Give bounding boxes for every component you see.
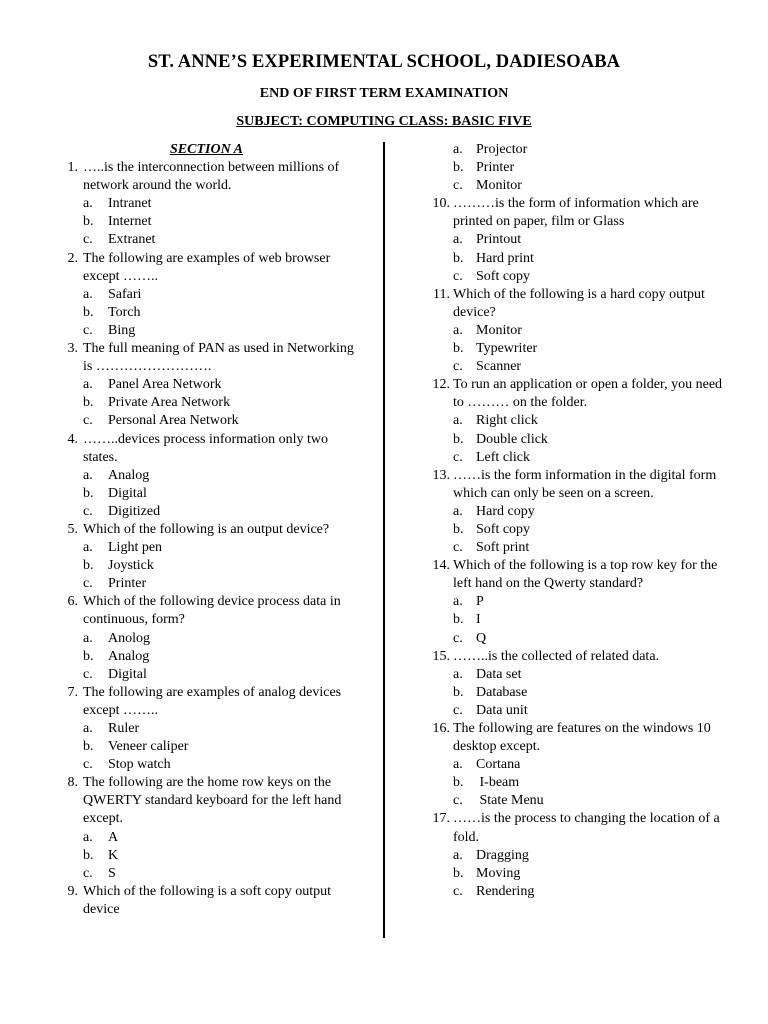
option <box>424 865 730 883</box>
option-text: Q <box>476 630 487 646</box>
option-letter: a. <box>453 666 463 682</box>
question-number: 11. <box>433 286 450 302</box>
option-letter: c. <box>83 576 93 592</box>
option <box>56 865 366 883</box>
option <box>424 358 730 376</box>
option-letter: c. <box>453 178 463 194</box>
option <box>424 431 730 449</box>
question-number: 15. <box>432 648 450 664</box>
question <box>424 720 730 756</box>
option-text: Left click <box>476 449 531 465</box>
option-text: S <box>108 865 116 881</box>
option-text: Soft copy <box>476 521 531 537</box>
option-text: I <box>476 612 481 628</box>
option-text: Data set <box>476 666 522 682</box>
option-text: Ruler <box>108 721 140 736</box>
question <box>56 159 366 195</box>
option-text: Digitized <box>108 503 161 519</box>
option <box>424 774 730 792</box>
question <box>56 521 366 539</box>
question <box>56 250 366 286</box>
option-letter: b. <box>83 739 94 755</box>
option-text: Extranet <box>108 232 156 248</box>
option <box>424 159 730 177</box>
option-letter: a. <box>453 413 463 429</box>
option <box>56 195 366 213</box>
question-text: Which of the following is an output device? <box>83 521 330 537</box>
option <box>56 648 366 666</box>
option <box>56 485 366 503</box>
question-number: 9. <box>67 883 78 899</box>
question-text: Which of the following is a soft copy output device <box>83 883 332 917</box>
option <box>424 340 730 358</box>
option-text: Hard print <box>476 250 534 266</box>
option-letter: b. <box>83 485 94 501</box>
question <box>56 340 366 376</box>
option-letter: c. <box>453 702 463 718</box>
option <box>424 521 730 539</box>
option <box>56 286 366 304</box>
option-text: P <box>476 594 484 610</box>
option <box>424 756 730 774</box>
question-number: 4. <box>67 431 78 447</box>
option-letter: a. <box>83 286 93 302</box>
option <box>56 720 366 738</box>
option <box>424 611 730 629</box>
option-text: Printer <box>108 576 147 592</box>
option-letter: b. <box>453 684 464 700</box>
option-text: Anolog <box>108 630 150 646</box>
option-text: Torch <box>108 304 141 320</box>
option-text: Joystick <box>108 558 154 574</box>
option-text: K <box>108 847 119 863</box>
question-number: 13. <box>432 467 450 483</box>
option-letter: c. <box>83 865 93 881</box>
question <box>56 431 366 467</box>
option <box>424 792 730 810</box>
option-letter: a. <box>453 594 463 610</box>
option-letter: b. <box>83 847 94 863</box>
option-text: Rendering <box>476 883 535 899</box>
option-text: State Menu <box>476 793 544 809</box>
option-text: Moving <box>476 865 521 881</box>
option <box>56 213 366 231</box>
question <box>424 467 730 503</box>
option-text: Monitor <box>476 178 522 194</box>
option-text: Dragging <box>476 847 529 863</box>
option-letter: a. <box>453 232 463 248</box>
option-letter: c. <box>83 757 93 773</box>
question-text: ……..devices process information only two states. <box>83 431 328 465</box>
option <box>56 322 366 340</box>
option <box>424 847 730 865</box>
question-text: The following are examples of analog devices except …….. <box>83 684 342 718</box>
option <box>56 376 366 394</box>
option-letter: b. <box>83 395 94 411</box>
option <box>56 412 366 430</box>
option-text: Intranet <box>108 196 152 212</box>
question-text: To run an application or open a folder, you need to ……… on the folder. <box>453 377 723 411</box>
option <box>424 412 730 430</box>
option <box>56 503 366 521</box>
option-letter: a. <box>83 721 93 736</box>
question-number: 8. <box>67 775 78 791</box>
option-letter: b. <box>453 341 464 357</box>
option-text: Right click <box>476 413 538 429</box>
question-text: The following are features on the windows 10 desktop except. <box>453 721 711 755</box>
question <box>424 286 730 322</box>
section-title: SECTION A <box>170 142 244 157</box>
option-text: Digital <box>108 485 147 501</box>
option <box>56 304 366 322</box>
question-text: ……..is the collected of related data. <box>453 648 660 664</box>
question-text: ……is the process to changing the location of a fold. <box>453 811 720 845</box>
option-text: Monitor <box>476 322 522 338</box>
question <box>424 648 730 666</box>
right-column <box>424 141 730 901</box>
option-letter: a. <box>453 142 463 157</box>
option-letter: c. <box>83 503 93 519</box>
option <box>424 177 730 195</box>
option-letter: c. <box>453 630 463 646</box>
option <box>56 847 366 865</box>
option <box>424 141 730 159</box>
question-number: 5. <box>67 521 78 537</box>
option-text: Light pen <box>108 540 163 556</box>
question-text: ……is the form information in the digital form which can only be seen on a screen. <box>453 467 717 501</box>
option <box>424 702 730 720</box>
option-text: Hard copy <box>476 503 535 519</box>
option-letter: b. <box>83 214 94 230</box>
question-number: 7. <box>67 684 78 700</box>
option <box>424 883 730 901</box>
option-letter: b. <box>453 160 464 176</box>
option-letter: b. <box>453 865 464 881</box>
option <box>424 593 730 611</box>
option-text: Printer <box>476 160 515 176</box>
option-text: Soft print <box>476 540 530 556</box>
question-number: 3. <box>67 341 78 357</box>
option-text: Soft copy <box>476 268 531 284</box>
option-text: Projector <box>476 142 528 157</box>
option-letter: b. <box>453 521 464 537</box>
option-letter: c. <box>453 449 463 465</box>
question <box>56 774 366 828</box>
option <box>424 630 730 648</box>
option-text: Safari <box>108 286 142 302</box>
question-text: ………is the form of information which are printed on paper, film or Glass <box>453 196 699 230</box>
option-letter: b. <box>453 431 464 447</box>
question-text: Which of the following is a top row key for the left hand on the Qwerty standard? <box>453 558 718 592</box>
option-text: Analog <box>108 467 150 483</box>
option <box>56 738 366 756</box>
option-text: Stop watch <box>108 757 171 773</box>
option-letter: a. <box>453 847 463 863</box>
option-text: Database <box>476 684 528 700</box>
question-text: The following are examples of web browser except …….. <box>83 250 331 284</box>
option-letter: b. <box>453 612 464 628</box>
option-text: A <box>108 829 119 845</box>
option-letter: c. <box>83 666 93 682</box>
option <box>424 539 730 557</box>
option <box>424 684 730 702</box>
question-text: The following are the home row keys on the QWERTY standard keyboard for the left hand except. <box>83 775 342 827</box>
option-text: Printout <box>476 232 522 248</box>
option-letter: a. <box>453 503 463 519</box>
option <box>424 322 730 340</box>
option <box>56 756 366 774</box>
subject-class-line: SUBJECT: COMPUTING CLASS: BASIC FIVE <box>236 114 532 129</box>
option-text: Internet <box>108 214 152 230</box>
question-text: …..is the interconnection between millions of network around the world. <box>83 160 340 194</box>
option-letter: a. <box>453 322 463 338</box>
option-letter: a. <box>83 377 93 393</box>
option-letter: c. <box>453 793 463 809</box>
question-text: Which of the following device process data in continuous, form? <box>83 594 341 628</box>
option-letter: b. <box>83 558 94 574</box>
option-letter: c. <box>83 322 93 338</box>
option-letter: a. <box>83 829 93 845</box>
school-name: ST. ANNE’S EXPERIMENTAL SCHOOL, DADIESOABA <box>147 52 621 72</box>
option-letter: c. <box>453 883 463 899</box>
option-letter: b. <box>453 250 464 266</box>
option-text: Private Area Network <box>108 395 231 411</box>
option <box>56 666 366 684</box>
question-text: The full meaning of PAN as used in Networking is ……………………. <box>83 341 354 375</box>
option <box>424 231 730 249</box>
question-number: 10. <box>432 196 450 212</box>
option <box>56 467 366 485</box>
question-number: 17. <box>432 811 450 827</box>
option-text: Veneer caliper <box>108 739 189 755</box>
option <box>56 575 366 593</box>
question <box>424 195 730 231</box>
question <box>424 810 730 846</box>
option-text: Panel Area Network <box>108 377 222 393</box>
option <box>56 829 366 847</box>
option <box>424 666 730 684</box>
question-number: 12. <box>432 377 450 393</box>
option-text: Digital <box>108 666 147 682</box>
option-letter: a. <box>453 757 463 773</box>
option-letter: c. <box>453 540 463 556</box>
question-number: 14. <box>432 558 450 574</box>
question-number: 16. <box>432 721 450 736</box>
option <box>424 503 730 521</box>
left-column <box>56 141 366 919</box>
option-text: Data unit <box>476 702 528 718</box>
option-letter: b. <box>453 775 464 791</box>
option-text: Cortana <box>476 757 521 773</box>
option <box>56 557 366 575</box>
option <box>424 449 730 467</box>
option-text: Scanner <box>476 359 522 375</box>
question <box>56 593 366 629</box>
option-text: Analog <box>108 648 150 664</box>
question-number: 2. <box>67 250 78 266</box>
option <box>424 250 730 268</box>
option-letter: b. <box>83 304 94 320</box>
option-letter: c. <box>453 359 463 375</box>
question-number: 1. <box>67 160 78 176</box>
option <box>56 630 366 648</box>
option-letter: a. <box>83 630 93 646</box>
question <box>424 557 730 593</box>
option-letter: a. <box>83 540 93 556</box>
option-text: Typewriter <box>476 341 538 357</box>
option-text: Personal Area Network <box>108 413 239 429</box>
option-letter: b. <box>83 648 94 664</box>
option-letter: c. <box>83 232 93 248</box>
question-number: 6. <box>67 594 78 610</box>
option-text: Bing <box>108 322 136 338</box>
column-divider <box>383 142 385 938</box>
option <box>56 231 366 249</box>
option <box>424 268 730 286</box>
option <box>56 539 366 557</box>
option-text: I-beam <box>476 775 520 791</box>
option <box>56 394 366 412</box>
exam-title: END OF FIRST TERM EXAMINATION <box>259 86 509 101</box>
question-text: Which of the following is a hard copy output device? <box>453 286 705 320</box>
question <box>56 883 366 919</box>
option-letter: c. <box>453 268 463 284</box>
option-text: Double click <box>476 431 548 447</box>
option-letter: a. <box>83 467 93 483</box>
option-letter: a. <box>83 196 93 212</box>
option-letter: c. <box>83 413 93 429</box>
question <box>424 376 730 412</box>
question <box>56 684 366 720</box>
